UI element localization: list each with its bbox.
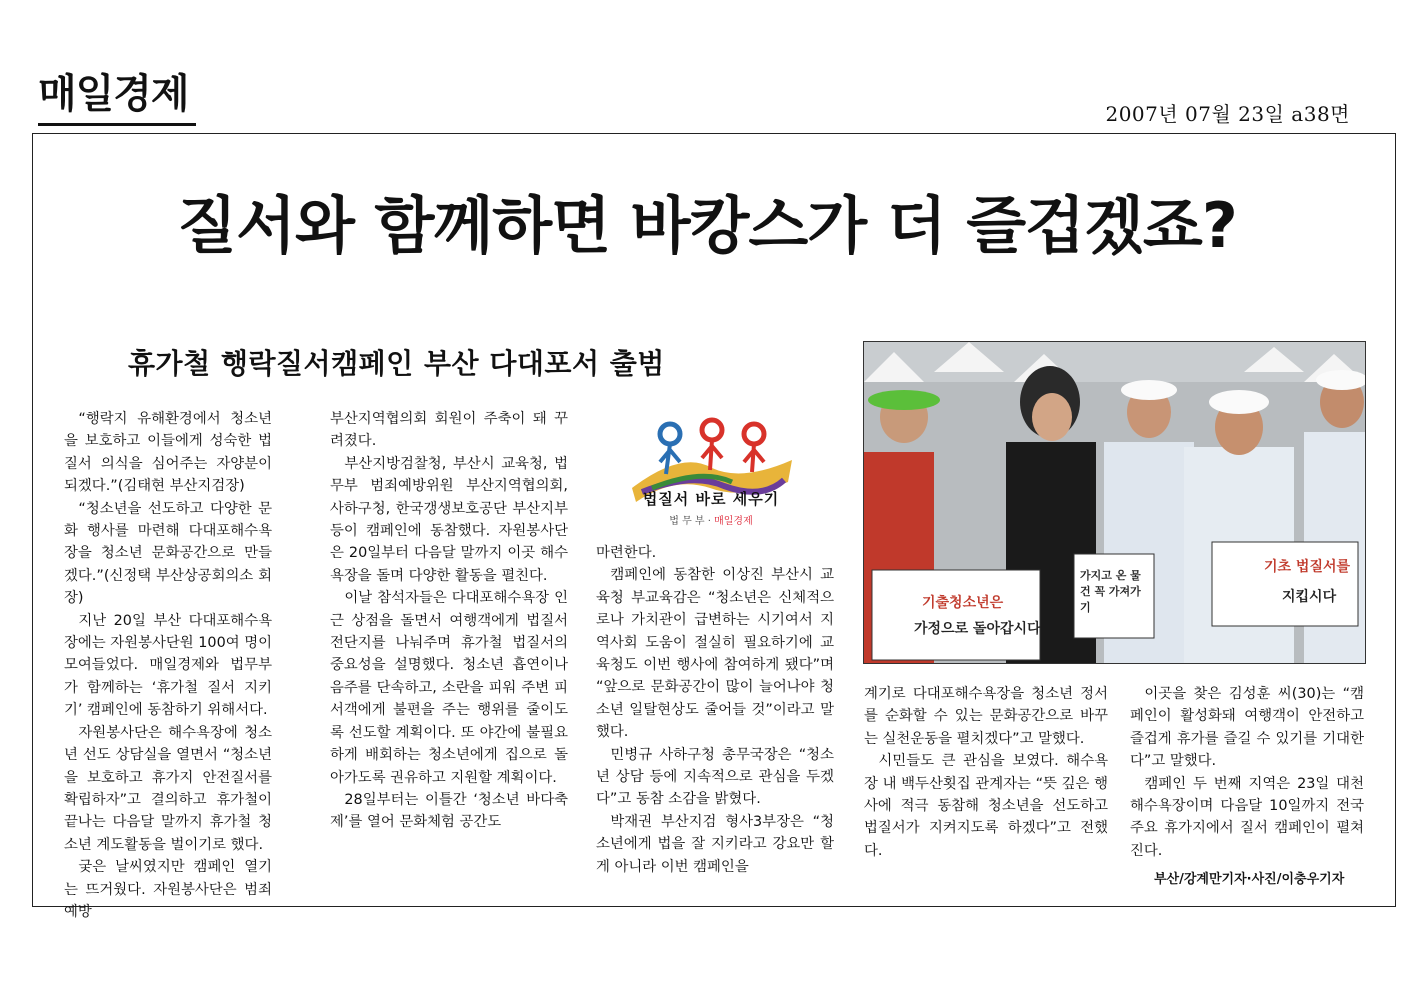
sign-text-1b: 가정으로 돌아갑시다 [914,621,1041,637]
article-byline: 부산/강계만기자·사진/이충우기자 [1154,872,1345,887]
logo-title: 법질서 바로 세우기 [642,490,780,508]
paragraph: 마련한다. [596,545,657,561]
logo-subtitle-brand: 매일경제 [714,516,753,527]
logo-subtitle [616,512,806,527]
paragraph: 시민들도 큰 관심을 보였다. 해수욕장 내 백두산횟집 관계자는 “뜻 깊은 행사에 적극 동참해 청소년을 선도하고 법질서가 지켜지도록 하겠다”고 전했다. [864,753,1108,859]
paragraph: “청소년을 선도하고 다양한 문화 행사를 마련해 다대포해수욕장을 청소년 문화공간으로 만들겠다.”(신정택 부산상공회의소 회장) [64,500,272,607]
paragraph: 캠페인 두 번째 지역은 23일 대천해수욕장이며 다음달 10일까지 전국 주요 휴가지에서 질서 캠페인이 펼쳐진다. [1130,775,1364,859]
masthead-underline [38,123,196,126]
sign-text-1a: 기출청소년은 [922,595,1004,611]
paragraph: 박재권 부산지검 형사3부장은 “청소년에게 법을 잘 지키라고 강요만 할 게 아니라 이번 캠페인을 [596,813,834,875]
paragraph: 부산지역협의회 회원이 주축이 돼 꾸려졌다. [330,411,568,450]
sign-text-2: 가지고 온 물건 꼭 가져가기 [1080,569,1141,614]
sign-text-3b: 지킵시다 [1282,589,1337,605]
paragraph: 계기로 다대포해수욕장을 청소년 정서를 순화할 수 있는 문화공간으로 바꾸는 실천운동을 펼치겠다”고 말했다. [864,686,1108,747]
article-headline: 질서와 함께하면 바캉스가 더 즐겁겠죠? [177,189,1237,262]
article-column-4 [864,683,1108,862]
campaign-photo [863,341,1366,664]
paragraph: 이곳을 찾은 김성훈 씨(30)는 “캠페인이 활성화돼 여행객이 안전하고 즐겁게 휴가를 즐길 수 있기를 기대한다”고 말했다. [1130,686,1364,770]
paragraph: “행락지 유해환경에서 청소년을 보호하고 이들에게 성숙한 법질서 의식을 심어주는 자양분이 되겠다.”(김태현 부산지검장) [64,411,272,495]
logo-subtitle-prefix: 법 무 부 · [669,516,715,527]
paragraph: 이날 참석자들은 다대포해수욕장 인근 상점을 돌면서 여행객에게 법질서 전단지를 나눠주며 휴가철 법질서의 중요성을 설명했다. 청소년 흡연이나 음주를 단속하고, 소란을 피워 주변 피서객에게 불편을 주는 행위를 줄이도록 선도할 계획이다. 또 야간에 불필요하게 배회하는 청소년에게 집으로 돌아가도록 권유하고 지원할 계획이다. [330,590,568,786]
paragraph: 궂은 날씨였지만 캠페인 열기는 뜨거웠다. 자원봉사단은 범죄예방 [64,859,272,920]
paragraph: 지난 20일 부산 다대포해수욕장에는 자원봉사단원 100여 명이 모여들었다. 매일경제와 법무부가 함께하는 ‘휴가철 질서 지키기’ 캠페인에 동참하기 위해서다. [64,612,273,719]
paragraph: 민병규 사하구청 총무국장은 “청소년 상담 등에 지속적으로 관심을 두겠다”고 동참 소감을 밝혔다. [596,746,834,808]
article-column-2 [330,408,568,834]
newspaper-masthead: 매일경제 [38,71,189,117]
article-column-1 [64,408,272,923]
article-subheadline: 휴가철 행락질서캠페인 부산 다대포서 출범 [128,347,665,380]
article-column-5 [1130,683,1364,862]
paragraph: 캠페인에 동참한 이상진 부산시 교육청 부교육감은 “청소년은 신체적으로나 가치관이 급변하는 시기여서 지역사회 도움이 절실히 필요하기에 교육청도 이번 행사에 참여하게 됐다”며 “앞으로 문화공간이 많이 늘어나야 청소년 일탈현상도 줄어들 것”이라고 말했다. [596,567,834,741]
paragraph: 28일부터는 이틀간 ‘청소년 바다축제’를 열어 문화체험 공간도 [330,791,568,831]
article-column-3 [596,542,834,878]
paragraph: 자원봉사단은 해수욕장에 청소년 선도 상담실을 열면서 “청소년을 보호하고 휴가지 안전질서를 확립하자”고 결의하고 휴가철이 끝나는 다음달 말까지 휴가철 청소년 계도활동을 벌이기로 했다. [64,724,272,853]
publication-dateline: 2007년 07월 23일 a38면 [1105,102,1350,126]
paragraph: 부산지방검찰청, 부산시 교육청, 법무부 범죄예방위원 부산지역협의회, 사하구청, 한국갱생보호공단 부산지부 등이 캠페인에 동참했다. 자원봉사단은 20일부터 다음달 말까지 이곳 해수욕장을 돌며 다양한 활동을 펼친다. [330,455,568,584]
sign-text-3a: 기초 법질서를 [1264,559,1351,575]
